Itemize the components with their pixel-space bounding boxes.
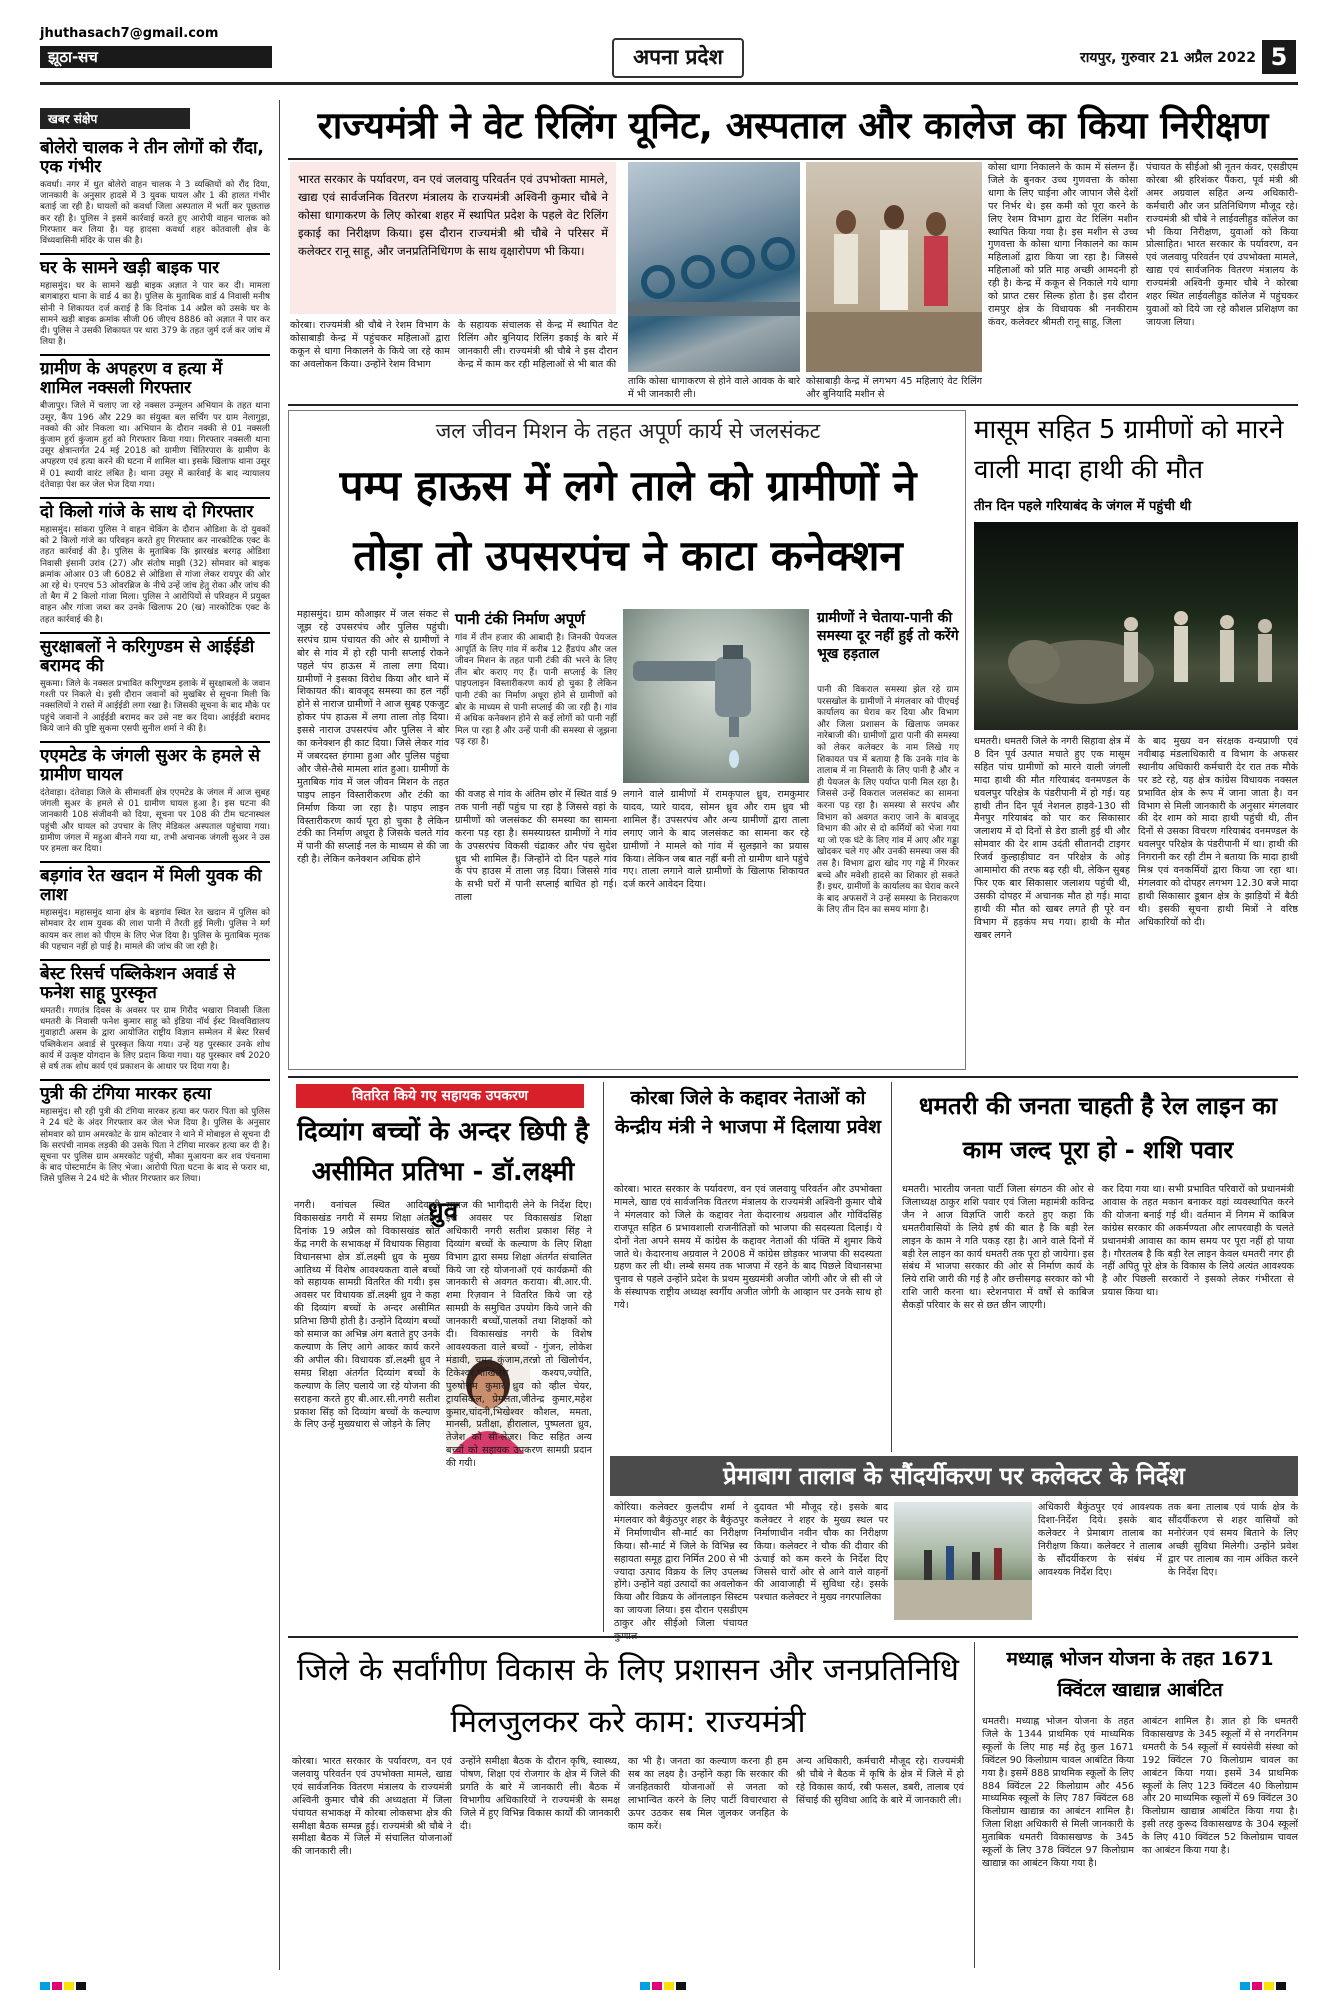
lead-column: पंचायत के सीईओ श्री नूतन कंवर, एसडीएम कोरबा श्री हरिशंकर पैंकरा, पूर्व मंत्री श्री अमर अग्रवाल सहित अन्य अधिकारी-कर्मचारी और जन प्रतिनिधिगण मौजूद रहे। राज्यमंत्री श्री चौबे ने लाईवलीहुड कॉलेज का भी किया निरीक्षण, युवाओं को किया प्रोत्साहित। भारत सरकार के पर्यावरण, वन एवं जलवायु परिवर्तन एवं उपभोक्ता मामले, खाद्य एवं सार्वजनिक वितरण मंत्रालय के राज्यमंत्री अश्विनी कुमार चौबे ने कोरबा शहर स्थित लाईवलीहुड कॉलेज में पहुंचकर युवाओं को दिये जा रहे कौशल प्रशिक्षण का जायजा लिया। bbox=[1146, 162, 1298, 328]
brief-body: महासमुंद। महासमुंद थाना क्षेत्र के बड़गांव स्थित रेत खदान में पुलिस को सोमवार देर शाम युवक की लाश पानी में तैरती हुई मिली। पुलिस ने मर्ग कायम कर लाश को पीएम के लिए भेज दिया है। पुलिस के मुताबिक मृतक की पहचान नहीं हो पाई है। मामले की जांच की जा रही है। bbox=[40, 908, 270, 952]
talab-column: अधिकारी बैकुंठपुर एवं आवश्यक दिशा-निर्देश दिये। इसके बाद कलेक्टर ने प्रेमाबाग तालाब का निरीक्षण किया। कलेक्टर ने तालाब के सौंदर्यीकरण के संबंध में आवश्यक निर्देश दिए। bbox=[1038, 1502, 1162, 1578]
protest-box-body: पानी की विकराल समस्या झेल रहे ग्राम परसखोल के ग्रामीणों ने मंगलवार को पीएचई कार्यालय का घेराव कर दिया और विभाग और जिला प्रशासन के खिलाफ जमकर नारेबाजी की। ग्रामीणों द्वारा पानी की समस्या को लेकर कलेक्टर के नाम लिखे गए शिकायत पत्र में बताया है कि उनके गांव के तालाब में ना निस्तारी के लिए पानी है और न ही पेयजल के लिए पर्याप्त पानी मिल रहा है। जिससे उन्हें विकराल जलसंकट का सामना करना पड़ रहा है। समस्या से सरपंच और विभाग को अवगत कराए जाने के बावजूद विभाग की ओर से दो कर्मियों को भेजा गया था जो एक घंटे के लिए गांव में आए और गड्ढा खोदकर चले गए और उनकी समस्या जस की तस है। विभाग द्वारा खोद गए गड्ढे में गिरकर बच्चे और मवेशी हादसे का शिकार हो सकते हैं। इधर, ग्रामीणों के कार्यालय का घेराव करने के बाद अफसरों ने उन्हें समस्या के निराकरण के लिए तीन दिन का समय मांगा है। bbox=[817, 685, 959, 916]
protest-box-title: ग्रामीणों ने चेताया-पानी की समस्या दूर नहीं हुई तो करेंगे भूख हड़ताल bbox=[817, 610, 959, 662]
talab-column: तक बना तालाब एवं पार्क क्षेत्र के सौंदर्यीकरण से शहर वासियों को मनोरंजन एवं समय बिताने के लिए अच्छी सुविधा मिलेगी। उन्होंने प्रवेश द्वार पर तालाब का नाम अंकित करने के निर्देश दिए। bbox=[1168, 1502, 1298, 1578]
lead-column: कोसाबाड़ी केन्द्र में लगभग 45 महिलाएं वेट रिलिंग और बुनियादि मशीन से bbox=[806, 376, 982, 400]
divyang-column: समाज की भागीदारी लेने के निर्देश दिए। इस अवसर पर विकासखंड शिक्षा अधिकारी नगरी सतीश प्रकाश सिंह ने दिव्यांग बच्चों के कल्याण के लिए शिक्षा विभाग द्वारा समग्र शिक्षा अंतर्गत संचालित किये जा रहे योजनाओं एवं कार्यक्रमों की जानकारी से अवगत कराया। बी.आर.पी. शमा रिज़वान ने वितरित किये जा रहे सामग्री के समुचित उपयोग किये जाने की जानकारी बच्चों,पालकों तथा शिक्षकों को दी। विकासखंड नगरी के विशेष आवश्यकता वाले बच्चों - गुंजन, लोकेश मंडावी, चमन कुंजाम,तरन्नो तो खिलोर्चन, टिकेश्वर,पोखिलेश कश्यप,ज्योति, पुरुषोत्तम कुमार ध्रुव को व्हील चेयर, ट्रायसिकल, प्रेमलता,जीतेन्द्र कुमार,महेश कुमार,चांदनी,भिखेश्वर कौशल, ममता, मानसी, प्रतीक्षा, हीरालाल, पुष्पलता ध्रुव, तेजेश को सी-लेज़र। किट सहित अन्य बच्चों को सहायक उपकरण सामग्री प्रदान की गयी। bbox=[446, 1200, 592, 1470]
column-divider bbox=[974, 1642, 975, 1968]
email-address: jhuthasach7@gmail.com bbox=[40, 26, 219, 41]
brief-title: सुरक्षाबलों ने करिगुण्डम से आईईडी बरामद की bbox=[40, 632, 270, 676]
brief-title: बेस्ट रिसर्च पब्लिकेशन अवार्ड से फनेश साहू पुरस्कृत bbox=[40, 959, 270, 1003]
column-divider bbox=[891, 1082, 892, 1452]
lead-column: कोरबा। राज्यमंत्री श्री चौबे ने रेशम विभाग के कोसाबाड़ी केन्द्र में पहुंचकर महिलाओं द्वारा ककून से धागा निकालने के किये जा रहे काम का अवलोकन किया। उन्होंने रेशम विभाग bbox=[290, 320, 450, 370]
brief-body: महासमुंद। सांकरा पुलिस ने वाहन चेकिंग के दौरान ओडिशा के दो युवकों को 2 किलो गांजे का परिवहन करते हुए गिरफ्तार कर नारकोटिक एक्ट के तहत कार्रवाई की है। पुलिस के मुताबिक कि झारखंड बरगढ़ ओडिशा निवासी इंसानी उरांव (27) और संतोष माझी (32) सोमवार को बाइक क्रमांक ओआर 03 जी 6082 से ओडिशा से गांजा लेकर रायपुर की ओर आ रहे थे। एनएच 53 ओवरब्रिज के नीचे उन्हें जांच हेतु रोका और जांच की तो बैग में 2 किलो गांजा मिला। पुलिस ने आरोपियों से परिवहन में प्रयुक्त वाहन और गांजा जब्त कर उनके खिलाफ 20 (ख) नारकोटिक एक्ट के तहत कार्रवाई की है। bbox=[40, 525, 270, 625]
rail-headline: धमतरी की जनता चाहती है रेल लाइन का काम जल्द पूरा हो - शशि पवार bbox=[918, 1092, 1278, 1164]
water-column: लगाने वाले ग्रामीणों में रामकृपाल ध्रुव, रामकुमार यादव, प्यारे यादव, सोमन ध्रुव और राम ध्रुव भी शामिल हैं। उपसरपंच और अन्य ग्रामीणों द्वारा ताला लगाए जाने के बाद जलसंकट का सामना कर रहे ग्रामीणों ने मामले को गांव में सुलझाने का प्रयास किया। लेकिन जब बात नहीं बनी तो ग्रामीण थाने पहुंचे गए। ताला लगाने वाले ग्रामीणों के खिलाफ शिकायत दर्ज करने आवेदन दिया। bbox=[623, 789, 809, 891]
minister-visit-photo bbox=[806, 162, 982, 372]
tank-box-title: पानी टंकी निर्माण अपूर्ण bbox=[455, 610, 585, 628]
tank-box-body: गांव में तीन हजार की आबादी है। जिनकी पेयजल आपूर्ति के लिए गांव में करीब 12 हैंडपंप और जल जीवन मिशन के तहत पानी टंकी की भरने के लिए तीन बोर कराए गए हैं। पानी सप्लाई के लिए पाइपलाइन विस्तारीकरण कार्य हो चुका है लेकिन पानी टंकी का निर्माण अधूरा होने से ग्रामीणों को बोर के माध्यम से पानी सप्लाई की जा रही है। गांव में अधिक कनेक्शन होने से कई लोगों को पानी नहीं मिल पा रहा है और उन्हें पानी की समस्या से जूझना पड़ रहा है। bbox=[455, 633, 617, 748]
elephant-subheadline: तीन दिन पहले गरियाबंद के जंगल में पहुंची थी bbox=[974, 499, 1192, 514]
brief-body: कवर्धा। नगर में धुत बोलेरो वाहन चालक ने 3 व्यक्तियों को रौंद दिया, जानकारी के अनुसार हादसे में 3 युवक घायल और 1 की हालत गंभीर बताई जा रही है। घायलों को कवर्धा जिला अस्पताल में भर्ती कर पूछताछ कर रही है। पुलिस ने इसमें कार्रवाई करते हुए आरोपी वाहन चालक को गिरफ्तार कर लिया है। यह हादसा कवर्धा शहर कोतवाली क्षेत्र के विंध्यवासिनी मंदिर के पास की है। bbox=[40, 180, 270, 247]
brief-body: महासमुंद। घर के सामने खड़ी बाइक अज्ञात ने पार कर दी। मामला बागबाहरा थाना के वार्ड 4 का है। पुलिस के मुताबिक वार्ड 4 निवासी मनीष सोनी ने शिकायत दर्ज कराई है कि दिनांक 14 अप्रैल को उसके घर के सामने खड़ी बाइक क्रमांक सीजी 06 जीएच 8886 को अज्ञात ने पार कर दी। पुलिस ने उसकी शिकायत पर धारा 379 के तहत जुर्म दर्ज कर जांच में लिया है। bbox=[40, 281, 270, 348]
column-divider bbox=[603, 1082, 604, 1632]
brief-title: घर के सामने खड़ी बाइक पार bbox=[40, 253, 270, 278]
talab-column: कोरिया। कलेक्टर कुलदीप शर्मा ने मंगलवार को बैकुंठपुर शहर के बैकुंठपुर में निर्माणाधीन सौ-मार्ट का निरीक्षण किया। सौ-मार्ट में जिले के विभिन्न स्व सहायता समूह द्वारा निर्मित 200 से भी ज्यादा उत्पाद विक्रय के लिए उपलब्ध होंगे। उन्होंने वहां उत्पादों का अवलोकन किया और विक्रय के ऑनलाइन सिस्टम का जायजा लिया। इस दौरान एसडीएम ठाकुर और सीईओ जिला पंचायत bbox=[614, 1502, 748, 1630]
registration-graphic bbox=[0, 1976, 1323, 1996]
water-kicker: जल जीवन मिशन के तहत अपूर्ण कार्य से जलसंकट bbox=[435, 419, 821, 443]
elephant-scene-graphic bbox=[974, 522, 1298, 730]
page-number: 5 bbox=[1262, 40, 1296, 74]
brief-title: बोलेरो चालक ने तीन लोगों को रौंदा, एक गंभीर bbox=[40, 138, 264, 177]
water-column: महासमुंद। ग्राम कौआझर में जल संकट से जूझ रहे उपसरपंच और पुलिस पहुंची। सरपंच ग्राम पंचायत की ओर से ग्रामीणों ने बोर से गांव में हो रही पानी सप्लाई रोकने पहले पंप हाऊस में ताला लगा दिया। ग्रामीणों ने इसका विरोध किया और थाने में शिकायत की। बावजूद समस्या का हल नहीं होने से नाराज ग्रामीणों ने आज सुबह एकजुट होकर पंप हाऊस में लगा ताला तोड़ दिया। इससे नाराज उपसरपंच और पुलिस ने बोर का कनेक्शन ही काट दिया। जिसे लेकर गांव में जबरदस्त हंगामा हुआ और पुलिस पहुंचा और जैसे-तैसे मामला शांत हुआ। ग्रामीणों के मुताबिक गांव में जल जीवन मिशन के तहत पाइप लाइन विस्तारीकरण और टंकी का निर्माण किया जा रहा है। पाइप लाइन विस्तारीकरण कार्य पूरा हो चुका है लेकिन टंकी का निर्माण अधूरा है जिसके चलते गांव में पानी की सप्लाई नल के माध्यम से की जा रही है। लेकिन कनेक्शन अधिक होने bbox=[297, 609, 449, 866]
vikas-column: अन्य अधिकारी, कर्मचारी मौजूद रहे। राज्यमंत्री श्री चौबे ने बैठक में कृषि के क्षेत्र में जिले में हो रहे विकास कार्य, रबी फसल, डबरी, तालाब एवं सिंचाई की सुविधा आदि के बारे में जानकारी ली। bbox=[796, 1756, 964, 1806]
silk-machine-graphic bbox=[628, 162, 800, 372]
sidebar-label: खबर संक्षेप bbox=[40, 108, 190, 129]
bhojan-story bbox=[982, 1640, 1298, 1970]
brief-body: महासमुंद। सौ रही पुत्री की टंगिया मारकर हत्या कर फरार पिता को पुलिस ने 24 घंटे के अंदर गिरफ्तार कर जेल भेज दिया है। पुलिस के अनुसार सोमवार को ग्राम अमरकोट के ग्राम कोटवार ने थाने में मोबाइल से सूचना दी कि सरपंची नामक लड़की की उसके पिता ने टंगिया मारकर हत्या कर दी है। सूचना पर पुलिस ग्राम अमरकोट पहुंची, मौका मुआयना कर शव पंचनामा के बाद पोस्टमार्टम के लिए भेजा। आरोपी पिता घटना के बाद से फरार था, जिसे पुलिस ने 24 घंटे के भीतर गिरफ्तार कर लिया। bbox=[40, 1107, 270, 1185]
rail-column: धमतरी। भारतीय जनता पार्टी जिला संगठन की ओर से जिलाध्यक्ष ठाकुर शशि पवार एवं जिला महामंत्री कविन्द्र जैन ने आज विज्ञप्ति जारी करते हुए कहा कि धमतरीवासियों के लिये हर्ष की बात है कि बड़ी रेल लाइन के काम ने गति पकड़ रहा है। आने वाले दिनों में बड़ी रेल लाइन का कार्य धमतरी तक पूरा हो जायेगा। इस संबंध में भाजपा सरकार की ओर से निर्माण कार्य के लिये राशि जारी की गई है और छत्तीसगढ़ सरकार को भी राशि जारी करना था। स्टेशनपारा में वर्षों से काबिज सैकड़ों परिवार के सर से छत छीन जाएगी। bbox=[902, 1184, 1094, 1312]
tap-graphic bbox=[623, 609, 809, 783]
elephant-column: धमतरी। धमतरी जिले के नगरी सिहावा क्षेत्र में 8 दिन पूर्व उत्पात मचाते हुए एक मासूम सहित पांच ग्रामीणों को मारने वाली जंगली मादा हाथी की मौत गरियाबंद वनमण्डल के धवलपुर परिक्षेत्र के पंडरीपानी में हो गई। यह हाथी तीन दिन पूर्व नेशनल हाइवे-130 सी मैनपुर गरियाबंद को पार कर सिकासार जलाशय में दो दिनों से डेरा डाली हुई थी और सोमवार की देर शाम उदंती सीतानदी टाइगर रिजर्व कुल्हाड़ीघाट वन परिक्षेत्र के ओड़ आमामोरा की तरफ बढ़ रही थी, लेकिन सुबह फिर एक बार सिकासार जलाशय पहुंची थी, उसकी दोपहर में अचानक मौत हो गई। मादा हाथी की मौत को खबर लगते ही पूरे वन विभाग में हड़कंप मच गया। हाथी के मौत खबर लगने bbox=[974, 736, 1130, 941]
lead-intro: भारत सरकार के पर्यावरण, वन एवं जलवायु परिवर्तन एवं उपभोक्ता मामले, खाद्य एवं सार्वजनिक वितरण मंत्रालय के राज्यमंत्री अश्विनी कुमार चौबे ने कोसा धागाकरण के लिए कोरबा शहर में स्थापित प्रदेश के पहले वेट रिलिंग इकाई का निरीक्षण किया। इस दौरान राज्यमंत्री श्री चौबे ने परिसर में कलेक्टर रानू साहू, और जनप्रतिनिधिगण के साथ वृक्षारोपण भी किया। bbox=[290, 162, 616, 314]
divyang-column: नगरी। वनांचल स्थित आदिवासी विकासखंड नगरी में समग्र शिक्षा अंतर्गत दिनांक 19 अप्रैल को विकासखंड स्रोत केंद्र नगरी के सभाकक्ष में विधायक सिहावा विधानसभा क्षेत्र डॉ.लक्ष्मी ध्रुव के मुख्य आतिथ्य में विशेष आवश्यकता वाले बच्चों को सहायक सामग्री वितरित की गयी। इस अवसर पर विधायक डॉ.लक्ष्मी ध्रुव ने कहा की दिव्यांग बच्चों के अन्दर असीमित प्रतिभा छिपी होती है। उन्होंने दिव्यांग बच्चों को समाज का अभिन्न अंग बताते हुए उनके कल्याण के लिए आगे आकर कार्य करने की अपील की। विधायक डॉ.लक्ष्मी ध्रुव ने समग्र शिक्षा अंतर्गत दिव्यांग बच्चों के कल्याण के लिए चलाये जा रहे योजना की सराहना करते हुए बी.आर.सी.नगरी सतीश प्रकाश सिंह को दिव्यांग बच्चों के कल्याण के लिए उन्हें मुख्यधारा से जोड़ने के लिए bbox=[294, 1200, 440, 1431]
lead-column: कोसा धागा निकालने के काम में संलग्न हैं। जिले के बुनकर उच्च गुणवत्ता के कोसा धागा के लिए चाईना और जापान जैसे देशों पर निर्भर थे। इस कमी को पूरा करने के लिए रेशम विभाग द्वारा वेट रिलिंग मशीन स्थापित किया गया है। इस मशीन से उच्च गुणवत्ता के कोसा धागा निकालने का काम महिलाओं द्वारा किया जा रहा है। जिससे महिलाओं को प्रति माह अच्छी आमदनी हो रही है। केन्द्र में ककून से निकाले गये धागा को प्राप्त टसर सिल्क होता है। इस दौरान रामपुर क्षेत्र के विधायक श्री ननकीराम कंवर, कलेक्टर श्रीमती रानू साहू, जिला bbox=[988, 162, 1138, 328]
brief-title: ग्रामीण के अपहरण व हत्या में शामिल नक्सली गिरफ्तार bbox=[40, 354, 270, 398]
brief-body: दंतेवाड़ा। दंतेवाड़ा जिले के सीमावर्ती क्षेत्र एएमटेड के जंगल में आज सुबह जंगली सुअर के हमले से 01 ग्रामीण घायल हुआ है। इस घटना की जानकारी 108 संजीवनी को दिया, सूचना पर 108 की टीम घटनास्थल पहुंची और घायल को उपचार के लिए मेडिकल अस्पताल पहुंचाया गया। ग्रामीण जंगल में महुआ बीनने गया था, तभी अचानक जंगली सुअर ने उस पर हमला कर दिया। bbox=[40, 787, 270, 854]
bhojan-column: धमतरी। मध्याह्न भोजन योजना के तहत जिले के 1344 प्राथमिक एवं माध्यमिक स्कूलों के लिए माह मई हेतु कुल 1671 क्विंटल 90 किलोग्राम चावल आबंटित किया गया है। इसमें 888 प्राथमिक स्कूलों के लिए 884 क्विंटल 22 किलोग्राम और 456 माध्यमिक स्कूलों के लिए 787 क्विंटल 68 किलोग्राम खाद्यान्न का आबंटन शामिल है। जिला शिक्षा अधिकारी से मिली जानकारी के मुताबिक धमतरी विकासखण्ड के 345 स्कूलों के लिए 378 क्विंटल 97 किलोग्राम खाद्यान्न का आबंटन किया गया है। bbox=[982, 1716, 1134, 1869]
silk-unit-photo bbox=[628, 162, 800, 372]
elephant-photo bbox=[974, 522, 1298, 730]
vikas-column: कोरबा। भारत सरकार के पर्यावरण, वन एवं जलवायु परिवर्तन एवं उपभोक्ता मामले, खाद्य एवं सार्वजनिक वितरण मंत्रालय के राज्यमंत्री अश्विनी कुमार चौबे की अध्यक्षता में जिला पंचायत सभाकक्ष में कोरबा लोकसभा क्षेत्र की समीक्षा बैठक सम्पन्न हुई। राज्यमंत्री श्री चौबे ने समीक्षा बैठक में जिले में संचालित योजनाओं की जानकारी ली। bbox=[292, 1756, 452, 1858]
water-headline: पम्प हाऊस में लगे ताले को ग्रामीणों ने तोड़ा तो उपसरपंच ने काटा कनेक्शन bbox=[339, 461, 917, 580]
elephant-headline: मासूम सहित 5 ग्रामीणों को मारने वाली मादा हाथी की मौत bbox=[974, 415, 1284, 485]
talab-column: दुदावत भी मौजूद रहे। इसके बाद कलेक्टर ने शहर के मुख्य स्थल पर निर्माणाधीन नवीन चौक का निरीक्षण किया। कलेक्टर ने चौक की दीवार की ऊंचाई को कम करने के निर्देश दिए जिससे चारों ओर से आने वाले वाहनों की आवाजाही में सुविधा रहे। इसके पश्चात कलेक्टर ने मुख्य नगरपालिका bbox=[754, 1502, 888, 1604]
brief-title: दो किलो गांजे के साथ दो गिरफ्तार bbox=[40, 497, 270, 522]
bhojan-column: आबंटन शामिल है। ज्ञात हो कि धमतरी विकासखण्ड के 345 स्कूलों में से नगरनिगम धमतरी के 54 स्कूलों में स्वयंसेवी संस्था को 192 क्विंटल 70 किलोग्राम चावल का आबंटन किया गया। इसमें 34 प्राथमिक स्कूलों के लिए 123 क्विंटल 40 किलोग्राम और 20 माध्यमिक स्कूलों में 69 क्विंटल 30 किलोग्राम खाद्यान्न आबंटित किया गया है। इसी तरह कुरूद विकासखण्ड के 304 स्कूलों के लिए 410 क्विंटल 52 किलोग्राम चावल का आबंटन किया गया है। bbox=[1142, 1716, 1298, 1857]
section-rule bbox=[288, 1636, 1298, 1638]
header-bar bbox=[0, 0, 1323, 86]
section-rule bbox=[288, 404, 1298, 406]
news-brief-sidebar bbox=[40, 108, 270, 1970]
issue-date: रायपुर, गुरुवार 21 अप्रैल 2022 bbox=[1080, 50, 1256, 66]
brief-title: एएमटेड के जंगली सुअर के हमले से ग्रामीण घायल bbox=[40, 741, 270, 785]
brief-body: धमतरी। गणतंत्र दिवस के अवसर पर ग्राम गिरौद भखारा निवासी जिला धमतरी के निवासी फनेश कुमार साहू को इंडिया नॉर्थ ईस्ट विश्वविद्यालय गुवाहाटी असम के द्वारा आयोजित राष्ट्रीय विज्ञान सम्मेलन में बेस्ट रिसर्च पब्लिकेशन अवार्ड से पुरस्कृत किया गया। उन्हें यह पुरस्कार उनके शोध कार्य में उत्कृष्ट योगदान के लिए प्रदान किया गया। यह पुरस्कार वर्ष 2020 से वर्ष तक शोध कार्य एवं प्रकाशन के आधार पर दिया गया है। bbox=[40, 1005, 270, 1072]
lead-rule bbox=[288, 158, 1298, 160]
vikas-column: का भी है। जनता का कल्याण करना ही हम सब का लक्ष्य है। उन्होंने कहा कि सरकार की जनहितकारी योजनाओं से जनता को लाभान्वित करने के लिए पार्टी विचारधारा से ऊपर उठकर सब मिल जुलकर जनहित के काम करें। bbox=[628, 1756, 788, 1832]
talab-headline: प्रेमाबाग तालाब के सौंदर्यीकरण पर कलेक्टर के निर्देश bbox=[610, 1456, 1298, 1496]
vikas-column: उन्होंने समीक्षा बैठक के दौरान कृषि, स्वास्थ्य, पोषण, शिक्षा एवं रोजगार के क्षेत्र में जिले की प्रगति के बारे में जानकारी ली। बैठक में विभागीय अधिकारियों ने राज्यमंत्री के समक्ष जिले में हुए विभिन्न विकास कार्यों की जानकारी दी। bbox=[460, 1756, 620, 1832]
korba-bjp-headline: कोरबा जिले के कद्दावर नेताओं को केन्द्रीय मंत्री ने भाजपा में दिलाया प्रवेश bbox=[615, 1087, 881, 1138]
brief-title: बड़गांव रेत खदान में मिली युवक की लाश bbox=[40, 861, 270, 905]
brief-body: बीजापुर। जिले में चलाए जा रहे नक्सल उन्मूलन अभियान के तहत थाना उसूर, कैंप 196 और 229 का संयुक्त बल सर्चिंग पर ग्राम नेलागुड़ा, नक्को की ओर निकला था। अभियान के दौरान नक्की से 01 नक्सली कुंजाम हुर्रा कुंजाम हुर्रा को गिरफ्तार किया गया। गिरफ्तार नक्सली थाना उसूर क्षेत्रान्तर्गत 24 मई 2018 को ग्रामीण चिंतिरपारा के ग्रामीण के अपहरण एवं हत्या करने की घटना में शामिल था। इसके खिलाफ थाना उसूर में 01 स्थायी वारंट लंबित है। थाना उसूर में कार्रवाई के बाद न्यायालय दंतेवाड़ा पेश कर जेल भेज दिया गया। bbox=[40, 401, 270, 490]
vikas-headline: जिले के सर्वांगीण विकास के लिए प्रशासन और जनप्रतिनिधि मिलजुलकर करे काम: राज्यमंत्री bbox=[296, 1652, 960, 1740]
talab-story bbox=[610, 1456, 1298, 1632]
rail-story bbox=[898, 1080, 1298, 1450]
section-title: अपना प्रदेश bbox=[612, 38, 744, 78]
brand-label: झूठा-सच bbox=[40, 46, 272, 68]
elephant-story bbox=[974, 410, 1298, 1070]
vikas-story bbox=[288, 1640, 968, 1970]
lead-headline: राज्यमंत्री ने वेट रिलिंग यूनिट, अस्पताल और कालेज का किया निरीक्षण bbox=[317, 104, 1269, 147]
section-rule bbox=[288, 1076, 1298, 1078]
lead-column: ताकि कोसा धागाकरण से होने वाले आवक के बारे में भी जानकारी ली। bbox=[628, 376, 800, 400]
divyang-story bbox=[288, 1080, 598, 1632]
sidebar-divider bbox=[279, 100, 280, 1970]
header-rule bbox=[40, 82, 1298, 85]
water-column: की वजह से गांव के अंतिम छोर में स्थित वार्ड 9 तक पानी नहीं पहुंच पा रहा है जिससे वहां के ग्रामीणों को जलसंकट की समस्या का सामना करना पड़ रहा है। समस्याग्रस्त ग्रामीणों ने गांव के उपसरपंच विकसी चंद्राकर और पंच सुदेश ध्रुव भी शामिल हैं। जिन्होंने दो दिन पहले गांव के पंप हाउस में ताला जड़ दिया। जिससे गांव के सभी घरों में पानी सप्लाई बाधित हो गई। ताला bbox=[455, 789, 617, 904]
registration-marks bbox=[0, 1976, 1323, 1996]
brief-body: सुकमा। जिले के नक्सल प्रभावित करिगुण्डम इलाके में सुरक्षाबलों के जवान गश्ती पर निकले थे। इसी दौरान जवानों को मुखबिर से सूचना मिली कि नक्सलियों ने रास्ते में आईईडी लगा रखा है। जिसकी सूचना के बाद मौके पर पहुंचे जवानों ने आईईडी बरामद कर उसे नष्ट कर दिया। आईईडी बरामद किये जाने की पुष्टि सुकमा एसपी सुनील शर्मा ने की है। bbox=[40, 678, 270, 734]
bhojan-headline: मध्याह्न भोजन योजना के तहत 1671 क्विंटल खाद्यान्न आबंटित bbox=[1006, 1648, 1274, 1701]
lead-column: के सहायक संचालक से केन्द्र में स्थापित वेट रिलिंग और बुनियाद रिलिंग इकाई के बारे में जानकारी ली। राज्यमंत्री श्री चौबे ने इस दौरान केन्द्र में काम कर रही महिलाओं से भी बात की bbox=[458, 320, 618, 370]
lead-story bbox=[288, 96, 1298, 404]
elephant-column: के बाद मुख्य वन संरक्षक वन्यप्राणी एवं नवीबाढ़ मंडलाधिकारी व विभाग के अफसर स्थानीय अधिकारी कर्मचारी देर रात तक मौके पर डटे रहे, यह क्षेत्र कांग्रेस विधायक नक्सल प्रभावित क्षेत्र के रूप में जाना जाता है। वन विभाग से मिली जानकारी के अनुसार मंगलवार की देर शाम को मादा हाथी पहुंची थी, तीन दिनों से उसका विचरण गरियाबंद वनमण्डल के धवलपुर परिक्षेत्र के पंडरीपानी में था। हाथी की निगरानी कर रही टीम ने बताया कि मादा हाथी मिश्र एवं वनकर्मियों द्वारा किया जा रहा था। मंगलवार को दोपहर लगभग 12.30 बजे मादा हाथी सिकासार डूबान क्षेत्र के झाड़ियों में बैठी थी। इसकी सूचना हाथी मित्रों ने वरिष्ठ अधिकारियों को दी। bbox=[1138, 736, 1298, 928]
water-story bbox=[288, 410, 966, 1070]
visitors-graphic bbox=[806, 162, 982, 372]
rail-column: कर दिया गया था। सभी प्रभावित परिवारों को प्रधानमंत्री आवास के तहत मकान बनाकर वहां व्यवस्थापित करने की योजना बनाई गई थी। वर्तमान में निगम में काबिज कांग्रेस सरकार की अकर्मण्यता और लापरवाही के चलते प्रधानमंत्री आवास का काम समय पर पूरा नहीं हो पाया है। गौरतलब है कि बड़ी रेल लाइन केवल धमतरी नगर ही नहीं अपितु पूरे क्षेत्र के विकास के लिये अत्यंत आवश्यक है और पिछली सरकारों ने इसको लेकर गंभीरता से प्रयास किया था। bbox=[1102, 1184, 1294, 1299]
brief-title: पुत्री की टंगिया मारकर हत्या bbox=[40, 1079, 270, 1104]
talab-scene-graphic bbox=[894, 1502, 1032, 1620]
talab-photo bbox=[894, 1502, 1032, 1620]
korba-bjp-story bbox=[610, 1080, 886, 1450]
divyang-headline: दिव्यांग बच्चों के अन्दर छिपी है असीमित प्रतिभा - डॉ.लक्ष्मी ध्रुव bbox=[297, 1117, 589, 1227]
korba-bjp-column: कोरबा। भारत सरकार के पर्यावरण, वन एवं जलवायु परिवर्तन और उपभोक्ता मामले, खाद्य एवं सार्वजनिक वितरण मंत्रालय के राज्यमंत्री अश्विनी कुमार चौबे ने मंगलवार को जिले के कद्दावर नेता केदारनाथ अग्रवाल और गोविंदसिंह राजपूत सहित 6 प्रभावशाली राजनीतिज्ञों को भाजपा की सदस्यता दिलाई। ये दोनों नेता अपने समय में कांग्रेस के कद्दावर नेताओं की पंक्ति में शुमार किये जाते थे। केदारनाथ अग्रवाल ने 2008 में कांग्रेस छोड़कर भाजपा की सदस्यता ग्रहण कर ली थी। लम्बे समय तक भाजपा में रहने के बाद पिछले विधानसभा चुनाव से पहले उन्होंने प्रदेश के प्रथम मुख्यमंत्री अजीत जोगी और जे सी सी जे के संस्थापक राष्ट्रीय अध्यक्ष स्वर्गीय अजीत जोगी के आव्हान पर उनके साथ हो गये। bbox=[614, 1184, 882, 1312]
divyang-kicker: वितरित किये गए सहायक उपकरण bbox=[296, 1084, 584, 1108]
water-tap-photo bbox=[623, 609, 809, 783]
